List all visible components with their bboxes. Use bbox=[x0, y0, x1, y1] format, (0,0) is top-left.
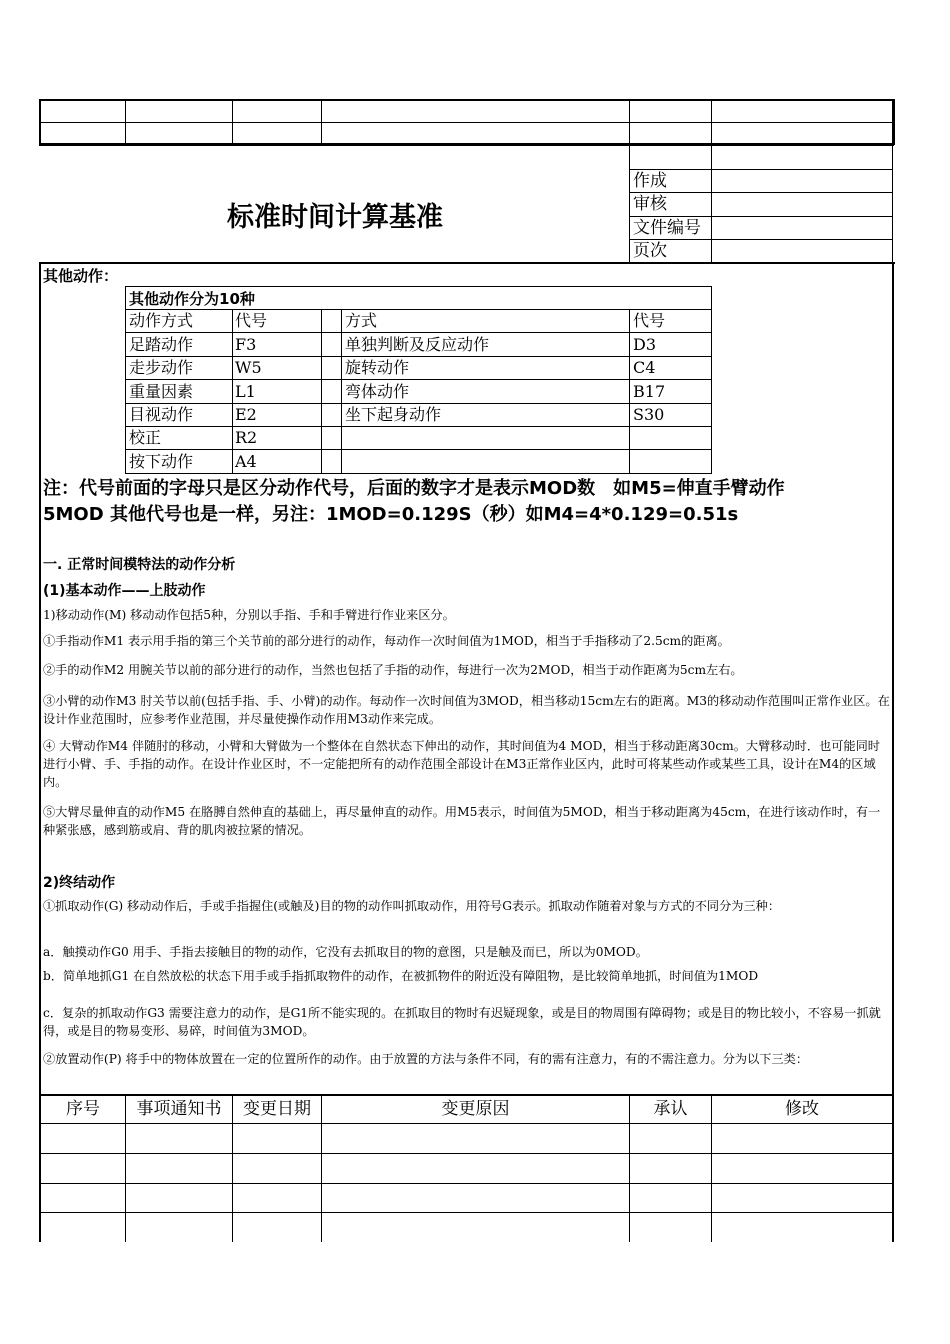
col-header-method: 方式 bbox=[345, 311, 378, 330]
paragraph: ①抓取动作(G) 移动动作后，手或手指握住(或触及)目的物的动作叫抓取动作，用符号G表示。抓取动作随着对象与方式的不同分为三种： bbox=[43, 899, 781, 913]
table-cell: 坐下起身动作 bbox=[345, 405, 442, 424]
table-cell: F3 bbox=[235, 335, 257, 354]
paragraph: ⑤大臂尽量伸直的动作M5 在胳膊自然伸直的基础上，再尽量伸直的动作。用M5表示，时间值为5MOD，相当于移动距离为45cm，在进行该动作时，有一种紧张感，感到筋或肩、背的肌肉被拉紧的情况。 bbox=[43, 805, 881, 837]
table-cell: 按下动作 bbox=[129, 452, 194, 471]
col-header-code-2: 代号 bbox=[633, 311, 666, 330]
label-reviewed: 审核 bbox=[633, 194, 667, 214]
note-line-2: 5MOD 其他代号也是一样，另注：1MOD=0.129S（秒）如M4=4*0.129=0.51s bbox=[43, 504, 739, 525]
table-cell: B17 bbox=[633, 382, 666, 401]
footer-header-date: 变更日期 bbox=[243, 1099, 311, 1119]
footer-header-revise: 修改 bbox=[785, 1099, 819, 1119]
page-title: 标准时间计算基准 bbox=[227, 202, 443, 233]
label-page: 页次 bbox=[633, 241, 667, 261]
paragraph: ④ 大臂动作M4 伴随肘的移动，小臂和大臂做为一个整体在自然状态下伸出的动作，其时间值为4 MOD，相当于移动距离30cm。大臂移动时．也可能同时进行小臂、手、手指的动作。在设计作业区时，不一定能把所有的动作范围全部设计在M3正常作业区内，此时可将某些动作或某些工具，设计在M4的区域内。 bbox=[43, 739, 880, 789]
table-cell: S30 bbox=[633, 405, 665, 424]
paragraph: c．复杂的抓取动作G3 需要注意力的动作，是G1所不能实现的。在抓取目的物时有迟疑现象，或是目的物周围有障碍物；或是目的物比较小，不容易一抓就得，或是目的物易变形、易碎，时间值为3MOD。 bbox=[43, 1006, 881, 1038]
paragraph: ②手的动作M2 用腕关节以前的部分进行的动作，当然也包括了手指的动作，每进行一次为2MOD，相当于动作距离为5cm左右。 bbox=[43, 663, 743, 677]
footer-header-reason: 变更原因 bbox=[441, 1099, 510, 1119]
table-cell: 重量因素 bbox=[129, 382, 194, 401]
table-cell: 走步动作 bbox=[129, 358, 194, 377]
paragraph: ①手指动作M1 表示用手指的第三个关节前的部分进行的动作，每动作一次时间值为1MOD，相当于手指移动了2.5cm的距离。 bbox=[43, 634, 730, 648]
table-cell: 目视动作 bbox=[129, 405, 194, 424]
table-cell: 弯体动作 bbox=[345, 382, 410, 401]
label-prepared: 作成 bbox=[633, 171, 667, 191]
table-cell: C4 bbox=[633, 358, 656, 377]
paragraph: a．触摸动作G0 用手、手指去接触目的物的动作，它没有去抓取目的物的意图，只是触及而已，所以为0MOD。 bbox=[43, 945, 648, 959]
table-cell: 单独判断及反应动作 bbox=[345, 335, 490, 354]
paragraph: ③小臂的动作M3 肘关节以前(包括手指、手、小臂)的动作。每动作一次时间值为3MOD，相当移动15cm左右的距离。M3的移动动作范围叫正常作业区。在设计作业范围时，应参考作业范围，并尽量使操作动作用M3动作来完成。 bbox=[43, 694, 890, 726]
table-cell: 旋转动作 bbox=[345, 358, 410, 377]
note-line-1: 注：代号前面的字母只是区分动作代号，后面的数字才是表示MOD数 如M5=伸直手臂动作 bbox=[43, 478, 785, 499]
paragraph: 1)移动动作(M) 移动动作包括5种，分别以手指、手和手臂进行作业来区分。 bbox=[43, 608, 455, 622]
table-cell: W5 bbox=[235, 358, 262, 377]
other-motions-heading: 其他动作： bbox=[43, 267, 119, 285]
table-cell: R2 bbox=[235, 428, 258, 447]
table-cell: E2 bbox=[235, 405, 257, 424]
content-top-border bbox=[39, 262, 895, 264]
table-cell: 校正 bbox=[129, 428, 162, 447]
table-cell: 足踏动作 bbox=[129, 335, 194, 354]
col-header-motion: 动作方式 bbox=[129, 311, 194, 330]
table-cell: D3 bbox=[633, 335, 657, 354]
paragraph: ②放置动作(P) 将手中的物体放置在一定的位置所作的动作。由于放置的方法与条件不同，有的需有注意力，有的不需注意力。分为以下三类： bbox=[43, 1052, 809, 1066]
paragraph: b．简单地抓G1 在自然放松的状态下用手或手指抓取物件的动作，在被抓物件的附近没有障阻物，是比较简单地抓，时间值为1MOD bbox=[43, 969, 759, 983]
col-header-code: 代号 bbox=[235, 311, 268, 330]
table-caption: 其他动作分为10种 bbox=[129, 290, 255, 308]
section2-heading: 2)终结动作 bbox=[43, 875, 116, 891]
footer-header-seq: 序号 bbox=[66, 1099, 100, 1119]
footer-header-approve: 承认 bbox=[653, 1099, 688, 1119]
label-doc-number: 文件编号 bbox=[633, 218, 701, 238]
table-cell: L1 bbox=[235, 382, 256, 401]
table-cell: A4 bbox=[235, 452, 257, 471]
footer-header-notice: 事项通知书 bbox=[136, 1099, 222, 1119]
section1-subheading: (1)基本动作——上肢动作 bbox=[43, 583, 206, 599]
section1-heading: 一. 正常时间模特法的动作分析 bbox=[43, 557, 236, 573]
